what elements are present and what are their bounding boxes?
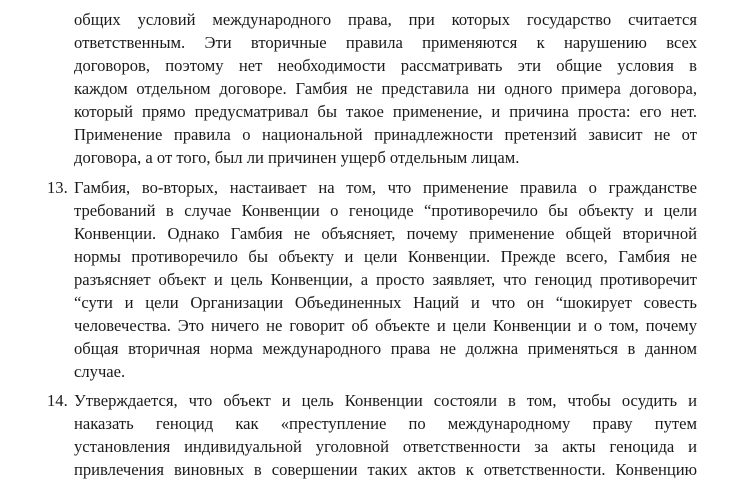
- text-line: требований в случае Конвенции о геноциде “противоречило бы объекту и цели: [74, 201, 697, 220]
- text-line: договора, а от того, был ли причинен ущерб отдельным лицам.: [74, 148, 520, 167]
- text-line: наказать геноцид как «преступление по международному праву путем: [74, 414, 697, 433]
- text-line: случае.: [74, 362, 126, 381]
- text-line: общая вторичная норма международного права не должна применяться в данном: [74, 339, 697, 358]
- text-line: который прямо предусматривал бы такое применение, и причина проста: его нет.: [74, 102, 697, 121]
- text-line: установления индивидуальной уголовной ответственности за акты геноцида и: [74, 437, 697, 456]
- text-line: Утверждается, что объект и цель Конвенции состояли в том, чтобы осудить и: [74, 391, 697, 410]
- text-line: каждом отдельном договоре. Гамбия не представила ни одного примера договора,: [74, 79, 697, 98]
- text-line: привлечения виновных в совершении таких актов к ответственности. Конвенцию: [74, 460, 697, 479]
- text-line: Конвенции. Однако Гамбия не объясняет, почему применение общей вторичной: [74, 224, 697, 243]
- text-line: человечества. Это ничего не говорит об объекте и цели Конвенции и о том, почему: [74, 316, 697, 335]
- text-line: договоров, поэтому нет необходимости рассматривать эти общие условия в: [74, 56, 697, 75]
- text-line: разъясняет объект и цель Конвенции, а просто заявляет, что геноцид противоречит: [74, 270, 697, 289]
- text-line: ответственным. Эти вторичные правила применяются к нарушению всех: [74, 33, 697, 52]
- paragraph-number: 14.: [47, 391, 68, 410]
- text-line: Гамбия, во-вторых, настаивает на том, что применение правила о гражданстве: [74, 178, 697, 197]
- text-line: “сути и цели Организации Объединенных Наций и что он “шокирует совесть: [74, 293, 697, 312]
- paragraph-number: 13.: [47, 178, 68, 197]
- text-line: общих условий международного права, при которых государство считается: [74, 10, 697, 29]
- text-line: Применение правила о национальной принадлежности претензий зависит не от: [74, 125, 697, 144]
- text-line: нормы противоречило бы объекту и цели Конвенции. Прежде всего, Гамбия не: [74, 247, 697, 266]
